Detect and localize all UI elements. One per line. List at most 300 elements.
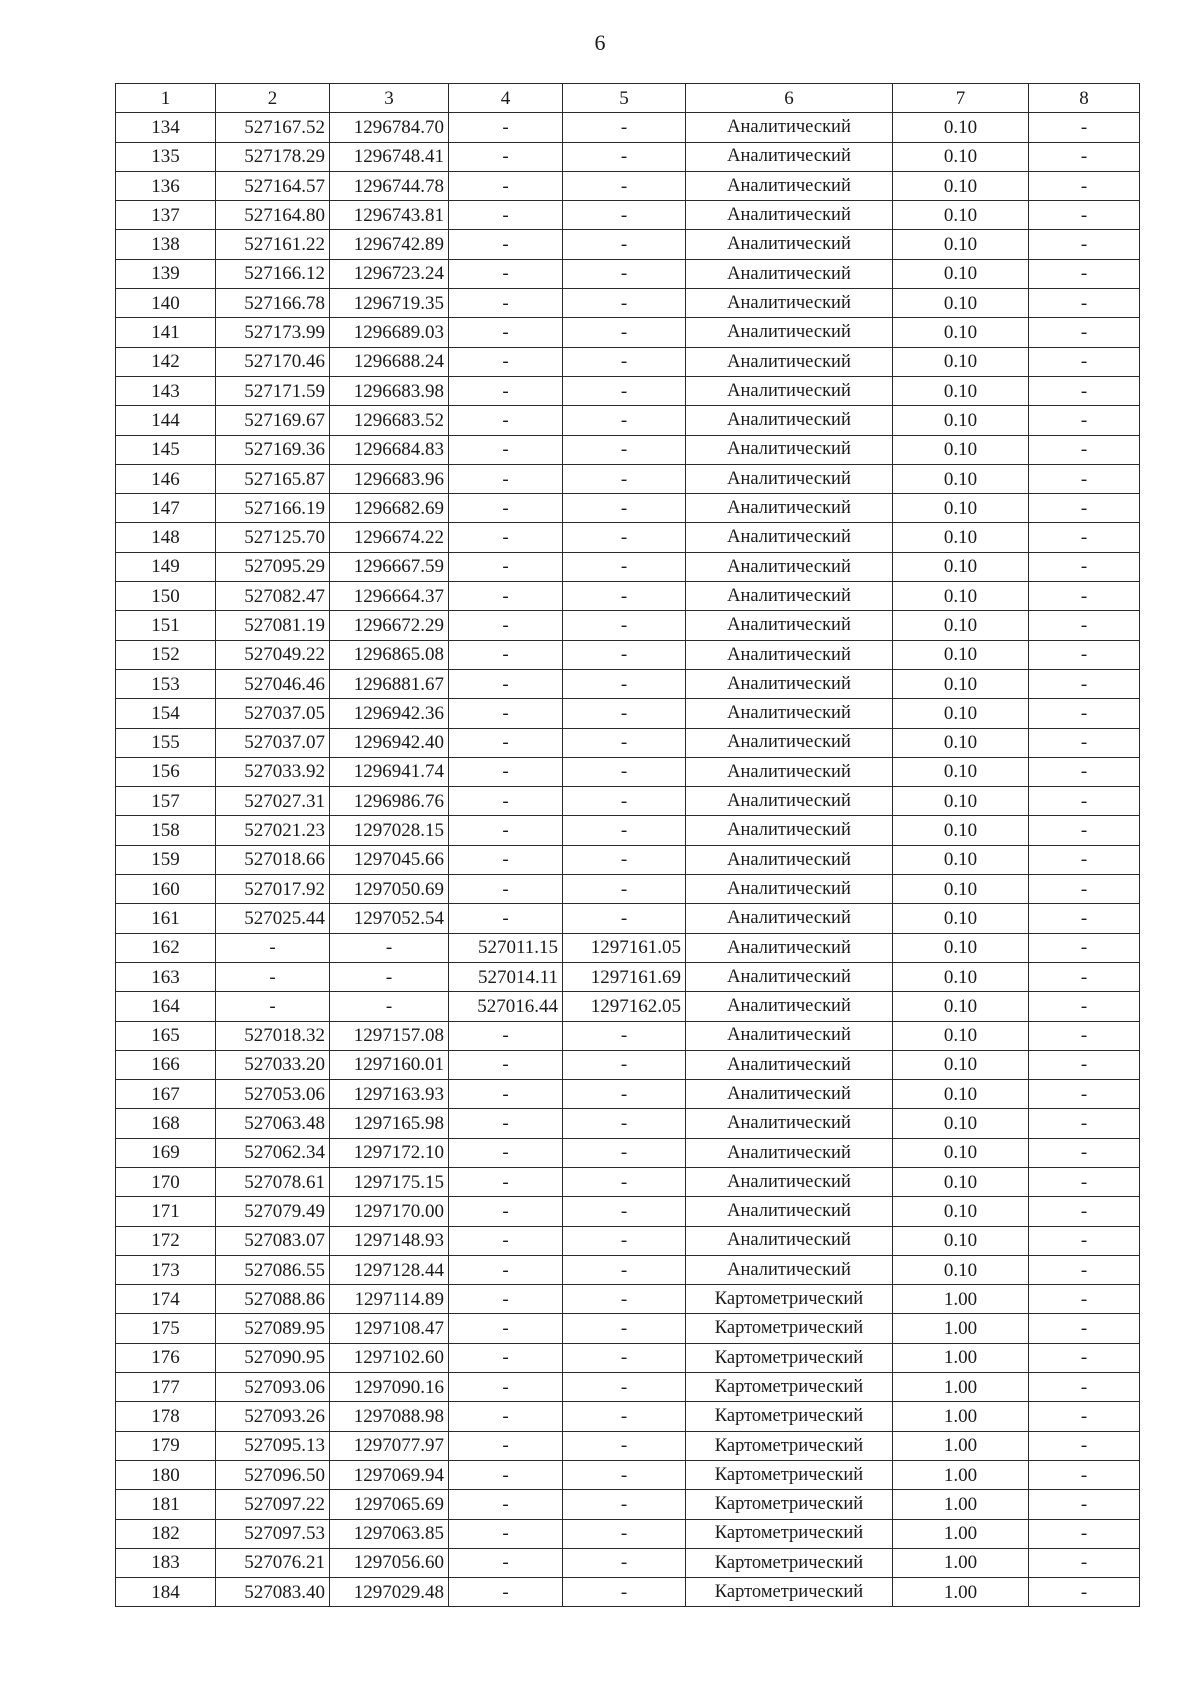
table-cell: 527037.05 xyxy=(216,699,330,728)
table-cell: - xyxy=(1029,962,1140,991)
table-cell: - xyxy=(449,1109,563,1138)
table-cell: 527089.95 xyxy=(216,1314,330,1343)
table-cell: Аналитический xyxy=(686,992,893,1021)
table-row xyxy=(116,1167,1140,1196)
table-cell: 527166.19 xyxy=(216,494,330,523)
table-cell: - xyxy=(1029,142,1140,171)
table-cell: 165 xyxy=(116,1021,216,1050)
table-cell: Аналитический xyxy=(686,113,893,142)
table-cell: 145 xyxy=(116,435,216,464)
table-cell: Аналитический xyxy=(686,728,893,757)
table-row xyxy=(116,845,1140,874)
column-header-7: 7 xyxy=(893,84,1029,113)
table-cell: 139 xyxy=(116,259,216,288)
table-row xyxy=(116,787,1140,816)
table-cell: 1297163.93 xyxy=(330,1080,449,1109)
table-cell: - xyxy=(449,318,563,347)
table-cell: 153 xyxy=(116,669,216,698)
table-row xyxy=(116,1285,1140,1314)
table-cell: Аналитический xyxy=(686,904,893,933)
table-cell: 0.10 xyxy=(893,406,1029,435)
table-cell: Картометрический xyxy=(686,1314,893,1343)
table-cell: - xyxy=(563,318,686,347)
table-cell: 1297160.01 xyxy=(330,1050,449,1079)
table-cell: 527081.19 xyxy=(216,611,330,640)
table-cell: 1.00 xyxy=(893,1343,1029,1372)
table-cell: - xyxy=(563,289,686,318)
table-cell: - xyxy=(449,1431,563,1460)
table-cell: 1296942.40 xyxy=(330,728,449,757)
table-cell: Аналитический xyxy=(686,171,893,200)
table-cell: Картометрический xyxy=(686,1343,893,1372)
table-row xyxy=(116,494,1140,523)
table-cell: Аналитический xyxy=(686,699,893,728)
table-cell: 137 xyxy=(116,201,216,230)
table-cell: - xyxy=(449,1490,563,1519)
table-cell: - xyxy=(563,1138,686,1167)
table-cell: - xyxy=(563,611,686,640)
table-cell: 1296672.29 xyxy=(330,611,449,640)
table-cell: - xyxy=(1029,494,1140,523)
table-cell: Аналитический xyxy=(686,962,893,991)
table-cell: 527037.07 xyxy=(216,728,330,757)
table-cell: 527046.46 xyxy=(216,669,330,698)
table-cell: - xyxy=(1029,699,1140,728)
table-cell: - xyxy=(449,1578,563,1607)
table-cell: - xyxy=(330,992,449,1021)
column-header-1: 1 xyxy=(116,84,216,113)
table-cell: 527088.86 xyxy=(216,1285,330,1314)
table-row xyxy=(116,1548,1140,1577)
table-row xyxy=(116,1460,1140,1489)
column-header-4: 4 xyxy=(449,84,563,113)
table-cell: - xyxy=(1029,1519,1140,1548)
table-cell: 1296689.03 xyxy=(330,318,449,347)
table-cell: 1296684.83 xyxy=(330,435,449,464)
table-cell: 0.10 xyxy=(893,201,1029,230)
table-cell: - xyxy=(449,875,563,904)
table-cell: 527079.49 xyxy=(216,1197,330,1226)
table-cell: 1297088.98 xyxy=(330,1402,449,1431)
table-cell: 1.00 xyxy=(893,1519,1029,1548)
table-cell: 1296784.70 xyxy=(330,113,449,142)
table-cell: 527011.15 xyxy=(449,933,563,962)
table-cell: 0.10 xyxy=(893,552,1029,581)
table-cell: 138 xyxy=(116,230,216,259)
table-cell: 0.10 xyxy=(893,757,1029,786)
table-cell: 0.10 xyxy=(893,787,1029,816)
table-cell: - xyxy=(1029,992,1140,1021)
table-cell: - xyxy=(1029,933,1140,962)
table-cell: 176 xyxy=(116,1343,216,1372)
table-cell: - xyxy=(563,230,686,259)
table-cell: 0.10 xyxy=(893,1255,1029,1284)
table-row xyxy=(116,875,1140,904)
table-cell: 527095.13 xyxy=(216,1431,330,1460)
table-cell: 1297157.08 xyxy=(330,1021,449,1050)
table-row xyxy=(116,1109,1140,1138)
table-cell: 527049.22 xyxy=(216,640,330,669)
table-cell: 1296667.59 xyxy=(330,552,449,581)
table-cell: 527164.80 xyxy=(216,201,330,230)
table-cell: 527018.66 xyxy=(216,845,330,874)
table-cell: 0.10 xyxy=(893,582,1029,611)
table-cell: - xyxy=(563,1314,686,1343)
table-cell: - xyxy=(563,1021,686,1050)
table-cell: 1296674.22 xyxy=(330,523,449,552)
table-cell: Аналитический xyxy=(686,1109,893,1138)
table-cell: - xyxy=(563,201,686,230)
table-cell: 527025.44 xyxy=(216,904,330,933)
table-cell: 0.10 xyxy=(893,1167,1029,1196)
table-cell: - xyxy=(449,289,563,318)
table-cell: - xyxy=(563,1197,686,1226)
table-cell: - xyxy=(563,582,686,611)
table-cell: - xyxy=(1029,1490,1140,1519)
table-cell: - xyxy=(563,1578,686,1607)
table-row xyxy=(116,552,1140,581)
table-cell: - xyxy=(449,552,563,581)
table-cell: 0.10 xyxy=(893,347,1029,376)
table-cell: 527082.47 xyxy=(216,582,330,611)
table-cell: Аналитический xyxy=(686,1226,893,1255)
table-cell: - xyxy=(1029,611,1140,640)
table-cell: - xyxy=(449,816,563,845)
table-cell: - xyxy=(330,962,449,991)
table-cell: 1.00 xyxy=(893,1285,1029,1314)
table-cell: 170 xyxy=(116,1167,216,1196)
table-cell: 171 xyxy=(116,1197,216,1226)
table-cell: Картометрический xyxy=(686,1578,893,1607)
table-cell: 527063.48 xyxy=(216,1109,330,1138)
table-cell: - xyxy=(1029,1167,1140,1196)
table-cell: - xyxy=(1029,1285,1140,1314)
table-cell: 1297170.00 xyxy=(330,1197,449,1226)
table-cell: 0.10 xyxy=(893,464,1029,493)
table-cell: 162 xyxy=(116,933,216,962)
column-header-3: 3 xyxy=(330,84,449,113)
table-cell: - xyxy=(563,142,686,171)
table-cell: 1.00 xyxy=(893,1402,1029,1431)
table-cell: Картометрический xyxy=(686,1431,893,1460)
table-cell: - xyxy=(1029,347,1140,376)
table-cell: 1296743.81 xyxy=(330,201,449,230)
table-row xyxy=(116,1226,1140,1255)
table-row xyxy=(116,1373,1140,1402)
table-cell: 1297028.15 xyxy=(330,816,449,845)
table-cell: 164 xyxy=(116,992,216,1021)
table-row xyxy=(116,1490,1140,1519)
table-cell: 1297108.47 xyxy=(330,1314,449,1343)
table-cell: 1296664.37 xyxy=(330,582,449,611)
table-cell: - xyxy=(449,1050,563,1079)
table-cell: 168 xyxy=(116,1109,216,1138)
table-cell: 527125.70 xyxy=(216,523,330,552)
table-cell: 527086.55 xyxy=(216,1255,330,1284)
table-cell: - xyxy=(563,1343,686,1372)
table-row xyxy=(116,376,1140,405)
table-cell: 527169.36 xyxy=(216,435,330,464)
table-cell: 169 xyxy=(116,1138,216,1167)
table-cell: - xyxy=(449,1460,563,1489)
table-cell: - xyxy=(563,1460,686,1489)
table-cell: - xyxy=(563,464,686,493)
table-cell: 159 xyxy=(116,845,216,874)
table-cell: - xyxy=(449,904,563,933)
table-cell: - xyxy=(1029,669,1140,698)
table-cell: - xyxy=(449,406,563,435)
table-cell: - xyxy=(1029,845,1140,874)
table-cell: 183 xyxy=(116,1548,216,1577)
table-cell: - xyxy=(1029,1343,1140,1372)
table-cell: 151 xyxy=(116,611,216,640)
table-cell: 136 xyxy=(116,171,216,200)
table-cell: 1297161.69 xyxy=(563,962,686,991)
table-cell: 527178.29 xyxy=(216,142,330,171)
table-cell: 527095.29 xyxy=(216,552,330,581)
table-row xyxy=(116,728,1140,757)
table-row xyxy=(116,1080,1140,1109)
table-cell: 152 xyxy=(116,640,216,669)
table-cell: 527078.61 xyxy=(216,1167,330,1196)
table-cell: Аналитический xyxy=(686,259,893,288)
table-cell: 157 xyxy=(116,787,216,816)
table-cell: 527096.50 xyxy=(216,1460,330,1489)
table-cell: - xyxy=(1029,1109,1140,1138)
table-cell: - xyxy=(563,787,686,816)
table-cell: 177 xyxy=(116,1373,216,1402)
table-cell: 0.10 xyxy=(893,845,1029,874)
table-cell: 1297128.44 xyxy=(330,1255,449,1284)
table-cell: - xyxy=(449,347,563,376)
table-row xyxy=(116,259,1140,288)
table-cell: 141 xyxy=(116,318,216,347)
table-row xyxy=(116,318,1140,347)
table-cell: 0.10 xyxy=(893,318,1029,347)
table-cell: 155 xyxy=(116,728,216,757)
table-cell: - xyxy=(449,669,563,698)
table-cell: - xyxy=(1029,230,1140,259)
table-cell: 527164.57 xyxy=(216,171,330,200)
table-cell: - xyxy=(563,816,686,845)
table-row xyxy=(116,406,1140,435)
table-cell: 0.10 xyxy=(893,1080,1029,1109)
table-row xyxy=(116,171,1140,200)
table-cell: 0.10 xyxy=(893,289,1029,318)
table-cell: 527165.87 xyxy=(216,464,330,493)
table-cell: Аналитический xyxy=(686,875,893,904)
table-cell: 1296748.41 xyxy=(330,142,449,171)
table-cell: 1297114.89 xyxy=(330,1285,449,1314)
table-cell: 161 xyxy=(116,904,216,933)
table-cell: 1297063.85 xyxy=(330,1519,449,1548)
table-cell: - xyxy=(563,728,686,757)
table-cell: 527173.99 xyxy=(216,318,330,347)
table-cell: - xyxy=(1029,171,1140,200)
table-cell: Аналитический xyxy=(686,523,893,552)
table-cell: - xyxy=(563,113,686,142)
table-cell: 527171.59 xyxy=(216,376,330,405)
table-row xyxy=(116,347,1140,376)
table-cell: 182 xyxy=(116,1519,216,1548)
table-cell: - xyxy=(449,582,563,611)
table-cell: 1297102.60 xyxy=(330,1343,449,1372)
table-cell: 527093.26 xyxy=(216,1402,330,1431)
table-cell: Аналитический xyxy=(686,406,893,435)
table-cell: Аналитический xyxy=(686,201,893,230)
table-cell: - xyxy=(449,728,563,757)
table-cell: 0.10 xyxy=(893,640,1029,669)
table-cell: Аналитический xyxy=(686,640,893,669)
table-cell: 0.10 xyxy=(893,523,1029,552)
table-cell: - xyxy=(563,757,686,786)
table-cell: Аналитический xyxy=(686,494,893,523)
table-cell: 527083.40 xyxy=(216,1578,330,1607)
table-cell: 1.00 xyxy=(893,1373,1029,1402)
table-cell: - xyxy=(1029,582,1140,611)
table-cell: 144 xyxy=(116,406,216,435)
table-cell: 527021.23 xyxy=(216,816,330,845)
table-cell: 1297172.10 xyxy=(330,1138,449,1167)
table-cell: - xyxy=(1029,904,1140,933)
table-cell: - xyxy=(449,1285,563,1314)
header-row xyxy=(116,84,1140,113)
table-cell: Аналитический xyxy=(686,142,893,171)
table-cell: 1297090.16 xyxy=(330,1373,449,1402)
table-cell: 0.10 xyxy=(893,611,1029,640)
table-cell: 149 xyxy=(116,552,216,581)
table-cell: 166 xyxy=(116,1050,216,1079)
table-cell: 1297045.66 xyxy=(330,845,449,874)
table-cell: Картометрический xyxy=(686,1373,893,1402)
column-header-8: 8 xyxy=(1029,84,1140,113)
table-cell: 172 xyxy=(116,1226,216,1255)
table-cell: - xyxy=(1029,1578,1140,1607)
table-cell: - xyxy=(1029,787,1140,816)
table-cell: Аналитический xyxy=(686,1080,893,1109)
table-cell: - xyxy=(1029,1460,1140,1489)
table-row xyxy=(116,640,1140,669)
table-cell: - xyxy=(1029,1050,1140,1079)
table-cell: 527033.20 xyxy=(216,1050,330,1079)
table-cell: Аналитический xyxy=(686,552,893,581)
table-body xyxy=(116,113,1140,1607)
table-cell: - xyxy=(563,552,686,581)
table-row xyxy=(116,1255,1140,1284)
table-cell: 0.10 xyxy=(893,142,1029,171)
table-cell: 1297029.48 xyxy=(330,1578,449,1607)
table-cell: 1.00 xyxy=(893,1460,1029,1489)
table-cell: - xyxy=(1029,376,1140,405)
table-cell: Аналитический xyxy=(686,1255,893,1284)
table-cell: 1297050.69 xyxy=(330,875,449,904)
table-cell: 527018.32 xyxy=(216,1021,330,1050)
table-cell: 0.10 xyxy=(893,259,1029,288)
table-cell: - xyxy=(563,1050,686,1079)
table-row xyxy=(116,1314,1140,1343)
table-row xyxy=(116,699,1140,728)
table-cell: Аналитический xyxy=(686,845,893,874)
table-cell: Аналитический xyxy=(686,1197,893,1226)
table-cell: 0.10 xyxy=(893,1226,1029,1255)
table-cell: 1297175.15 xyxy=(330,1167,449,1196)
table-cell: - xyxy=(563,1167,686,1196)
table-cell: Аналитический xyxy=(686,611,893,640)
table-cell: - xyxy=(1029,201,1140,230)
table-row xyxy=(116,464,1140,493)
table-cell: 0.10 xyxy=(893,230,1029,259)
table-cell: - xyxy=(563,1431,686,1460)
table-cell: Картометрический xyxy=(686,1285,893,1314)
table-cell: - xyxy=(1029,1314,1140,1343)
coordinates-table xyxy=(115,83,1140,1607)
table-cell: Аналитический xyxy=(686,318,893,347)
table-cell: - xyxy=(563,523,686,552)
table-cell: - xyxy=(449,201,563,230)
table-cell: 156 xyxy=(116,757,216,786)
table-cell: - xyxy=(449,640,563,669)
table-cell: - xyxy=(1029,757,1140,786)
table-cell: 1297148.93 xyxy=(330,1226,449,1255)
table-cell: - xyxy=(449,1080,563,1109)
table-cell: - xyxy=(563,494,686,523)
table-row xyxy=(116,523,1140,552)
page-number: 6 xyxy=(594,30,606,55)
table-cell: - xyxy=(449,845,563,874)
table-cell: Аналитический xyxy=(686,347,893,376)
table-cell: - xyxy=(1029,728,1140,757)
table-cell: 527161.22 xyxy=(216,230,330,259)
table-cell: - xyxy=(1029,113,1140,142)
table-cell: Картометрический xyxy=(686,1490,893,1519)
table-cell: - xyxy=(449,1343,563,1372)
table-row xyxy=(116,1519,1140,1548)
table-cell: 527053.06 xyxy=(216,1080,330,1109)
table-cell: 527090.95 xyxy=(216,1343,330,1372)
table-cell: - xyxy=(449,1226,563,1255)
table-cell: 1297069.94 xyxy=(330,1460,449,1489)
table-cell: - xyxy=(563,1519,686,1548)
table-cell: 167 xyxy=(116,1080,216,1109)
table-cell: 1296719.35 xyxy=(330,289,449,318)
table-row xyxy=(116,816,1140,845)
table-row xyxy=(116,1197,1140,1226)
table-cell: - xyxy=(449,1138,563,1167)
table-cell: 1297056.60 xyxy=(330,1548,449,1577)
table-row xyxy=(116,201,1140,230)
table-cell: - xyxy=(449,1197,563,1226)
table-cell: 527017.92 xyxy=(216,875,330,904)
table-cell: 527167.52 xyxy=(216,113,330,142)
table-cell: Картометрический xyxy=(686,1548,893,1577)
table-cell: 179 xyxy=(116,1431,216,1460)
table-cell: - xyxy=(449,523,563,552)
table-cell: - xyxy=(1029,640,1140,669)
table-cell: 154 xyxy=(116,699,216,728)
table-cell: 1.00 xyxy=(893,1490,1029,1519)
table-cell: - xyxy=(563,1080,686,1109)
table-cell: 527083.07 xyxy=(216,1226,330,1255)
table-cell: - xyxy=(563,699,686,728)
table-cell: - xyxy=(1029,1373,1140,1402)
table-cell: 0.10 xyxy=(893,376,1029,405)
table-row xyxy=(116,962,1140,991)
table-cell: 0.10 xyxy=(893,435,1029,464)
table-cell: - xyxy=(563,1490,686,1519)
table-cell: 0.10 xyxy=(893,992,1029,1021)
table-cell: 1.00 xyxy=(893,1548,1029,1577)
table-cell: 527076.21 xyxy=(216,1548,330,1577)
